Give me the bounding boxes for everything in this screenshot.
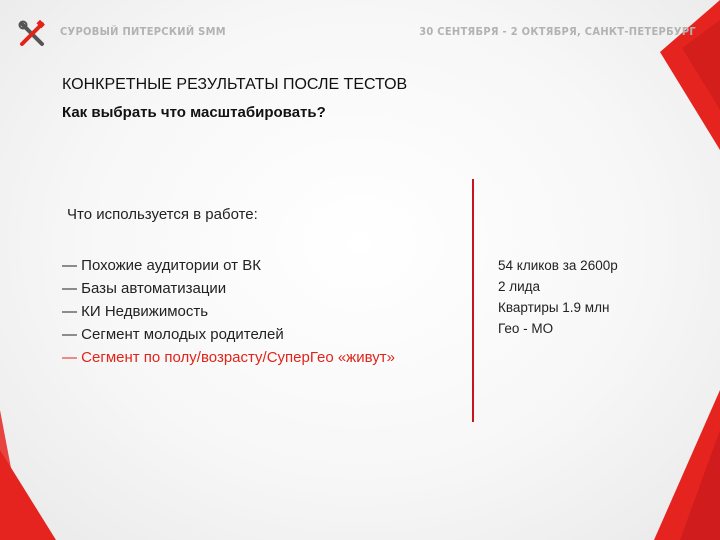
result-item: Квартиры 1.9 млн [498, 300, 610, 315]
used-items-list [62, 254, 395, 369]
result-item: Гео - МО [498, 321, 554, 336]
corner-decoration-bottom-right [640, 390, 720, 540]
column-divider [472, 179, 474, 422]
event-date: 30 СЕНТЯБРЯ - 2 ОКТЯБРЯ, САНКТ-ПЕТЕРБУРГ [419, 25, 696, 38]
result-item: 54 кликов за 2600р [498, 258, 618, 273]
slide-title: КОНКРЕТНЫЕ РЕЗУЛЬТАТЫ ПОСЛЕ ТЕСТОВ [62, 76, 408, 93]
list-item: — Сегмент молодых родителей [62, 326, 284, 343]
crossed-tools-icon [18, 20, 46, 48]
results-list [498, 255, 618, 339]
list-item: — Похожие аудитории от ВК [62, 257, 261, 274]
result-item: 2 лида [498, 279, 541, 294]
list-item: — КИ Недвижимость [62, 303, 209, 320]
corner-decoration-top-right [620, 0, 720, 160]
slide-subtitle: Как выбрать что масштабировать? [62, 104, 326, 121]
list-item-highlighted: — Сегмент по полу/возрасту/СуперГео «живут» [62, 349, 395, 366]
brand-name: СУРОВЫЙ ПИТЕРСКИЙ SMM [60, 25, 226, 38]
corner-decoration-bottom-left [0, 410, 70, 540]
section-heading: Что используется в работе: [67, 206, 258, 223]
list-item: — Базы автоматизации [62, 280, 227, 297]
